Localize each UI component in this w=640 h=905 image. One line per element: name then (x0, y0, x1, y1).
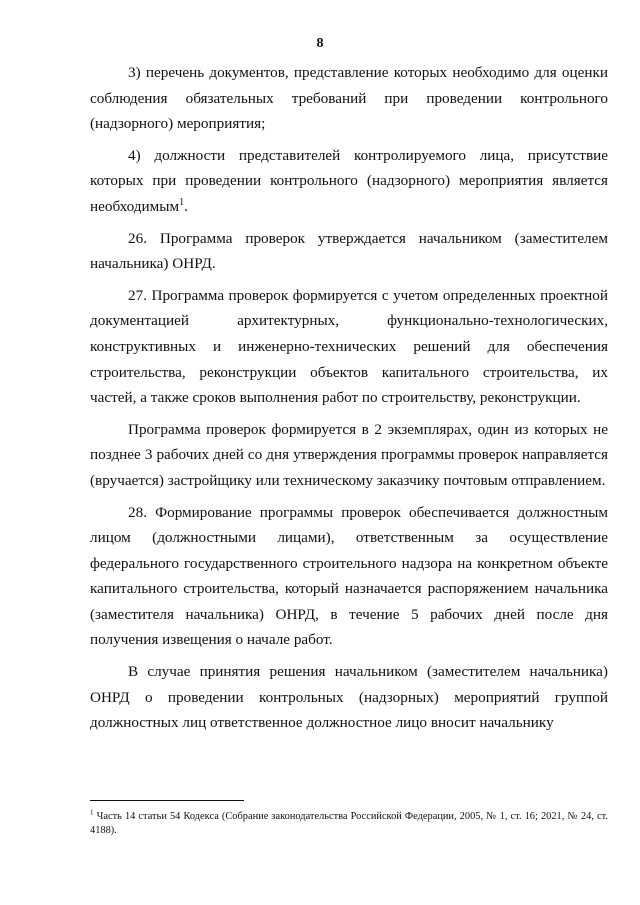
paragraph-item-3: 3) перечень документов, представление которых необходимо для оценки соблюдения обязательных требований при проведении контрольного (надзорного) мероприятия; (90, 64, 608, 133)
paragraph-clause-28-group: В случае принятия решения начальником (заместителем начальника) ОНРД о проведении контрольных (надзорных) мероприятий группой должностных лиц ответственное должностное лицо вносит начальнику (90, 663, 608, 732)
paragraph-clause-27-copies: Программа проверок формируется в 2 экземплярах, один из которых не позднее 3 рабочих дней со дня утверждения программы проверок направляется (вручается) застройщику или техническому заказчику почтовым отправлением. (90, 420, 608, 489)
paragraph-clause-27: 27. Программа проверок формируется с учетом определенных проектной документацией архитектурных, функционально-технологических, конструктивных и инженерно-технических решений для обеспечения строительства, реконструкции объектов капитального строительства, их частей, а также сроков выполнения работ по строительству, реконструкции. (90, 286, 608, 407)
paragraph-item-4 (90, 143, 608, 220)
paragraph-clause-26: 26. Программа проверок утверждается начальником (заместителем начальника) ОНРД. (90, 229, 608, 273)
page-number: 8 (316, 36, 324, 51)
document-body (90, 60, 608, 736)
footnote-divider (90, 800, 244, 801)
paragraph-item-4-text: 4) должности представителей контролируемого лица, присутствие которых при проведении контрольного (надзорного) мероприятия является необходимым (90, 146, 608, 215)
footnote (90, 810, 608, 838)
paragraph-clause-28: 28. Формирование программы проверок обеспечивается должностным лицом (должностными лицами), ответственным за осуществление федерального государственного строительного надзора на конкретном объекте капитального строительства, который назначается распоряжением начальника (заместителя начальника) ОНРД, в течение 5 рабочих дней после дня получения извещения о начале работ. (90, 503, 608, 649)
paragraph-item-4-tail: . (184, 197, 188, 215)
footnote-reference[interactable]: 1 (179, 196, 185, 208)
footnote-text: Часть 14 статьи 54 Кодекса (Собрание законодательства Российской Федерации, 2005, № 1, ст. 16; 2021, № 24, ст. 4188). (90, 811, 608, 836)
footnote-mark: 1 (90, 808, 94, 817)
